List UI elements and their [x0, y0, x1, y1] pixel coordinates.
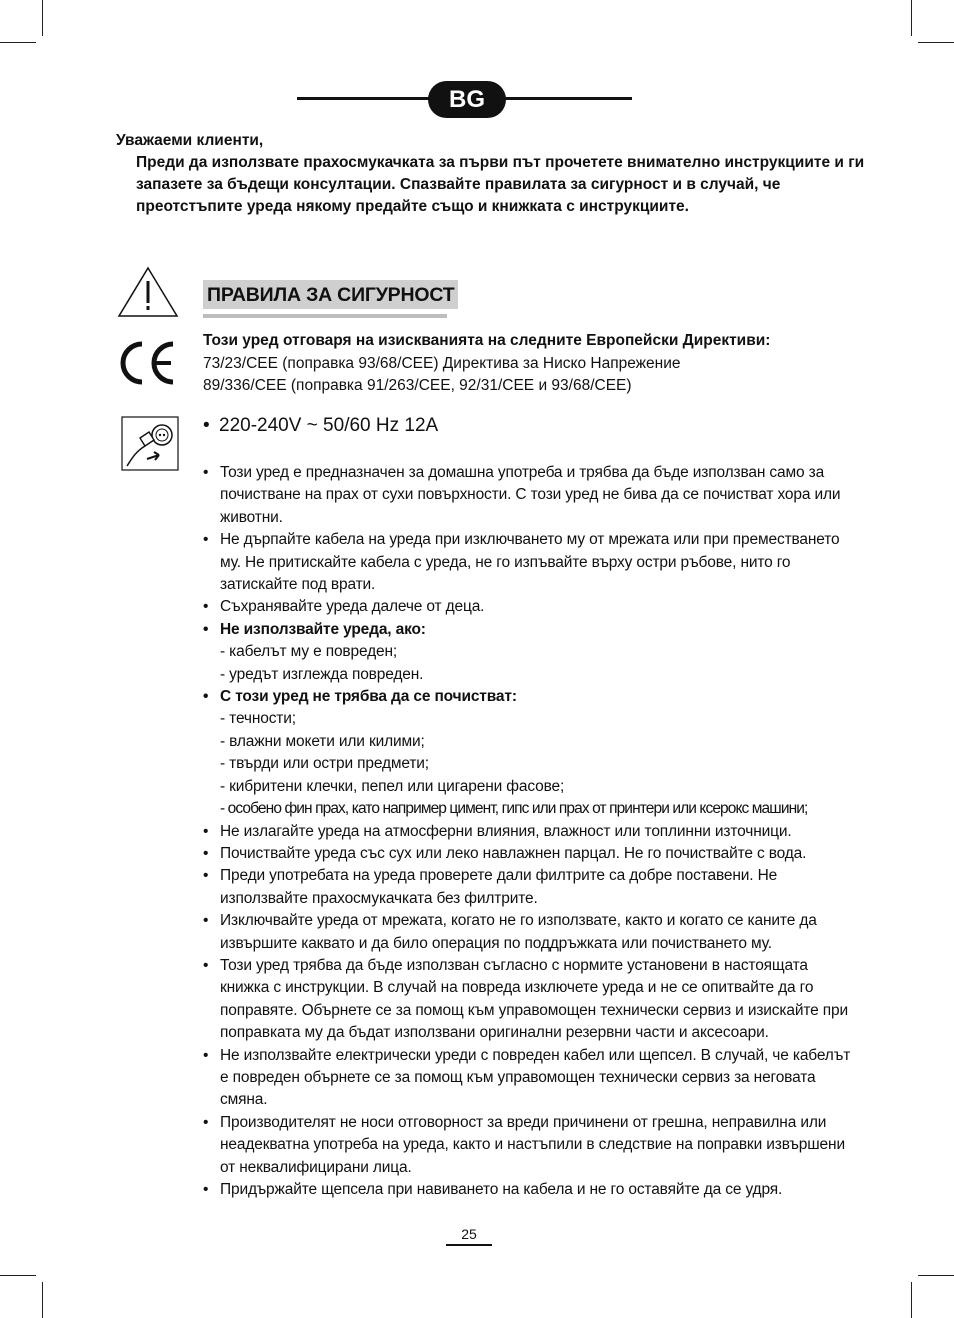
list-item: • Изключвайте уреда от мрежата, когато не го използвате, както и когато се каните да извършите каквато и да било операция по поддръжката или почистването му. [203, 912, 817, 952]
crop-mark [42, 0, 43, 36]
language-badge: BG [428, 81, 506, 118]
intro [116, 130, 876, 218]
safety-rules-list [203, 462, 853, 1201]
voltage-text: 220-240V ~ 50/60 Hz 12A [219, 415, 439, 436]
warning-triangle-icon [117, 266, 179, 318]
list-item: • Придържайте щепсела при навиването на кабела и не го оставяйте да се удря. [203, 1181, 783, 1198]
intro-body: Преди да използвате прахосмукачката за първи път прочетете внимателно инструкциите и ги запазете за бъдещи консултации. Спазвайте правилата за сигурност и в случай, че преотстъпите уреда някому предайте също и книжката с инструкциите. [136, 154, 865, 215]
ce-mark-icon [118, 341, 178, 385]
directive-emc: 89/336/CEE (поправка 91/263/CEE, 92/31/CEE и 93/68/CEE) [203, 377, 632, 394]
directive-low-voltage: 73/23/CEE (поправка 93/68/CEE) Директива за Ниско Напрежение [203, 354, 681, 372]
directives [203, 330, 903, 398]
section-title: ПРАВИЛА ЗА СИГУРНОСТ [203, 280, 458, 309]
crop-mark [42, 1282, 43, 1318]
voltage-rating [203, 415, 438, 437]
directives-heading: Този уред отговаря на изискванията на следните Европейски Директиви: [203, 332, 771, 349]
list-item: • Съхранявайте уреда далече от деца. [203, 598, 485, 616]
crop-mark [918, 42, 954, 43]
section-title-underline [203, 314, 447, 318]
list-item: • Почиствайте уреда със сух или леко навлажнен парцал. Не го почиствайте с вода. [203, 844, 807, 862]
list-item: • Този уред е предназначен за домашна употреба и трябва да бъде използван само за почистване на прах от сухи повърхности. С този уред не бива да се почистват хора или животни. [203, 464, 841, 526]
list-item: • Не използвайте уреда, ако: - кабелът му е повреден; - уредът изглежда повреден. [203, 620, 426, 683]
bullet: • [203, 415, 210, 436]
crop-mark [0, 1275, 36, 1276]
header-rule-left [297, 97, 432, 100]
list-item: • С този уред не трябва да се почистват: - течности; - влажни мокети или килими; - твърди или остри предмети; - кибритени клечки, пепел или цигарени фасове; - особено фин прах, като например цимент, гипс или прах от принтери или ксерокс машини; [203, 688, 808, 818]
list-item: • Не дърпайте кабела на уреда при изключването му от мрежата или при преместването му. Не притискайте кабела с уреда, не го изпъвайте върху остри ръбове, нито го затискайте под врати. [203, 531, 840, 594]
crop-mark [918, 1275, 954, 1276]
list-item: • Не използвайте електрически уреди с повреден кабел или щепсел. В случай, че кабелът е повреден обърнете се за помощ към управомощен технически сервиз за неговата смяна. [203, 1046, 851, 1109]
page-number: 25 [461, 1226, 477, 1242]
power-plug-icon [121, 416, 179, 471]
crop-mark [911, 0, 912, 36]
crop-mark [0, 42, 36, 43]
list-item: • Производителят не носи отговорност за вреди причинени от грешна, неправилна или неадекватна употреба на уреда, както и настъпили в следствие на поправки извършени от неквалифицирани лица. [203, 1113, 845, 1176]
header-rule-right [502, 97, 632, 100]
crop-mark [911, 1282, 912, 1318]
page-number-rule [446, 1244, 492, 1246]
list-item: • Този уред трябва да бъде използван съгласно с нормите установени в настоящата книжка с инструкции. В случай на повреда изключете уреда и не се опитвайте да го поправяте. Обърнете се за помощ към управомощен технически сервиз и изискайте при поправката му да бъдат използвани оригинални резервни части и аксесоари. [203, 956, 848, 1042]
list-item: • Преди употребата на уреда проверете дали филтрите са добре поставени. Не използвайте прахосмукачката без филтрите. [203, 867, 778, 907]
intro-salutation: Уважаеми клиенти, [116, 132, 264, 149]
list-item: • Не излагайте уреда на атмосферни влияния, влажност или топлинни източници. [203, 822, 792, 840]
